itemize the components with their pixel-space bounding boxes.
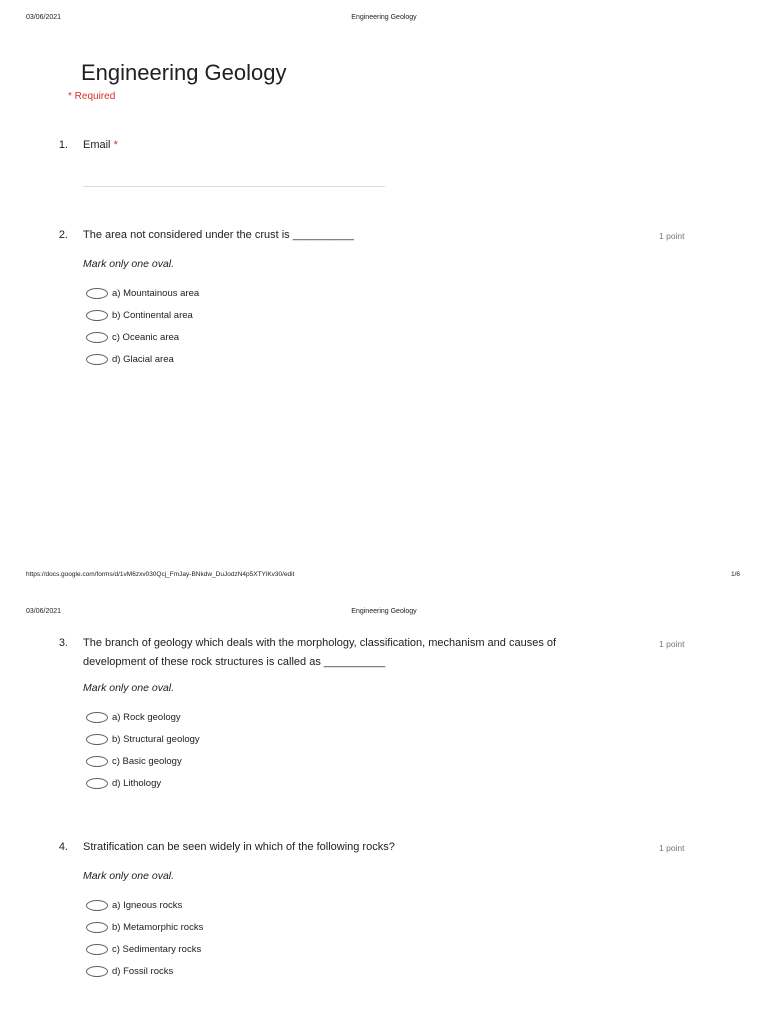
radio-oval[interactable] xyxy=(86,354,108,365)
option-row[interactable] xyxy=(86,942,201,956)
option-row[interactable] xyxy=(86,352,174,366)
option-label: d) Fossil rocks xyxy=(112,965,174,977)
option-row[interactable] xyxy=(86,732,200,746)
radio-oval[interactable] xyxy=(86,734,108,745)
option-row[interactable] xyxy=(86,776,161,790)
print-header-date: 03/06/2021 xyxy=(26,14,62,21)
email-label: Email xyxy=(83,139,111,151)
option-label: b) Metamorphic rocks xyxy=(112,921,204,933)
radio-oval[interactable] xyxy=(86,778,108,789)
required-note: * Required xyxy=(68,91,116,102)
question-text xyxy=(83,635,643,671)
question-text xyxy=(83,137,118,154)
radio-oval[interactable] xyxy=(86,756,108,767)
email-field[interactable] xyxy=(83,186,385,187)
option-row[interactable] xyxy=(86,330,179,344)
print-header-title: Engineering Geology xyxy=(351,14,417,21)
print-footer-page: 1/6 xyxy=(731,571,741,578)
question-number: 2. xyxy=(58,229,68,241)
mark-instruction: Mark only one oval. xyxy=(83,682,175,694)
option-row[interactable] xyxy=(86,920,203,934)
print-footer-url: https://docs.google.com/forms/d/1vM6zxv030Qcj_FmJay-BNkdw_DuJodzN4p5XTYlKv30/edit xyxy=(26,571,295,578)
question-number: 3. xyxy=(58,637,68,649)
radio-oval[interactable] xyxy=(86,712,108,723)
radio-oval[interactable] xyxy=(86,944,108,955)
option-label: c) Sedimentary rocks xyxy=(112,943,202,955)
radio-oval[interactable] xyxy=(86,922,108,933)
option-row[interactable] xyxy=(86,710,181,724)
print-header-title: Engineering Geology xyxy=(351,608,417,615)
points-label: 1 point xyxy=(659,639,685,649)
required-star: * xyxy=(113,139,118,151)
question-number: 1. xyxy=(58,139,68,151)
question-text: The area not considered under the crust is __________ xyxy=(83,229,354,241)
question-text-line: The branch of geology which deals with the morphology, classification, mechanism and causes of xyxy=(83,637,557,649)
radio-oval[interactable] xyxy=(86,310,108,321)
option-label: d) Glacial area xyxy=(112,353,174,365)
print-header-date: 03/06/2021 xyxy=(26,608,62,615)
option-label: c) Basic geology xyxy=(112,755,182,767)
question-text-line: development of these rock structures is called as __________ xyxy=(83,656,386,668)
question-text: Stratification can be seen widely in which of the following rocks? xyxy=(83,841,395,853)
option-label: a) Igneous rocks xyxy=(112,899,183,911)
option-row[interactable] xyxy=(86,308,193,322)
points-label: 1 point xyxy=(659,231,685,241)
option-label: d) Lithology xyxy=(112,777,162,789)
mark-instruction: Mark only one oval. xyxy=(83,258,175,270)
mark-instruction: Mark only one oval. xyxy=(83,870,175,882)
radio-oval[interactable] xyxy=(86,288,108,299)
option-label: a) Mountainous area xyxy=(112,287,200,299)
option-label: b) Structural geology xyxy=(112,733,200,745)
form-title: Engineering Geology xyxy=(81,60,287,85)
radio-oval[interactable] xyxy=(86,900,108,911)
radio-oval[interactable] xyxy=(86,332,108,343)
option-row[interactable] xyxy=(86,964,173,978)
option-label: a) Rock geology xyxy=(112,711,181,723)
question-number: 4. xyxy=(58,841,68,853)
points-label: 1 point xyxy=(659,843,685,853)
radio-oval[interactable] xyxy=(86,966,108,977)
option-row[interactable] xyxy=(86,286,199,300)
option-label: b) Continental area xyxy=(112,309,193,321)
option-row[interactable] xyxy=(86,898,182,912)
option-label: c) Oceanic area xyxy=(112,331,180,343)
option-row[interactable] xyxy=(86,754,182,768)
